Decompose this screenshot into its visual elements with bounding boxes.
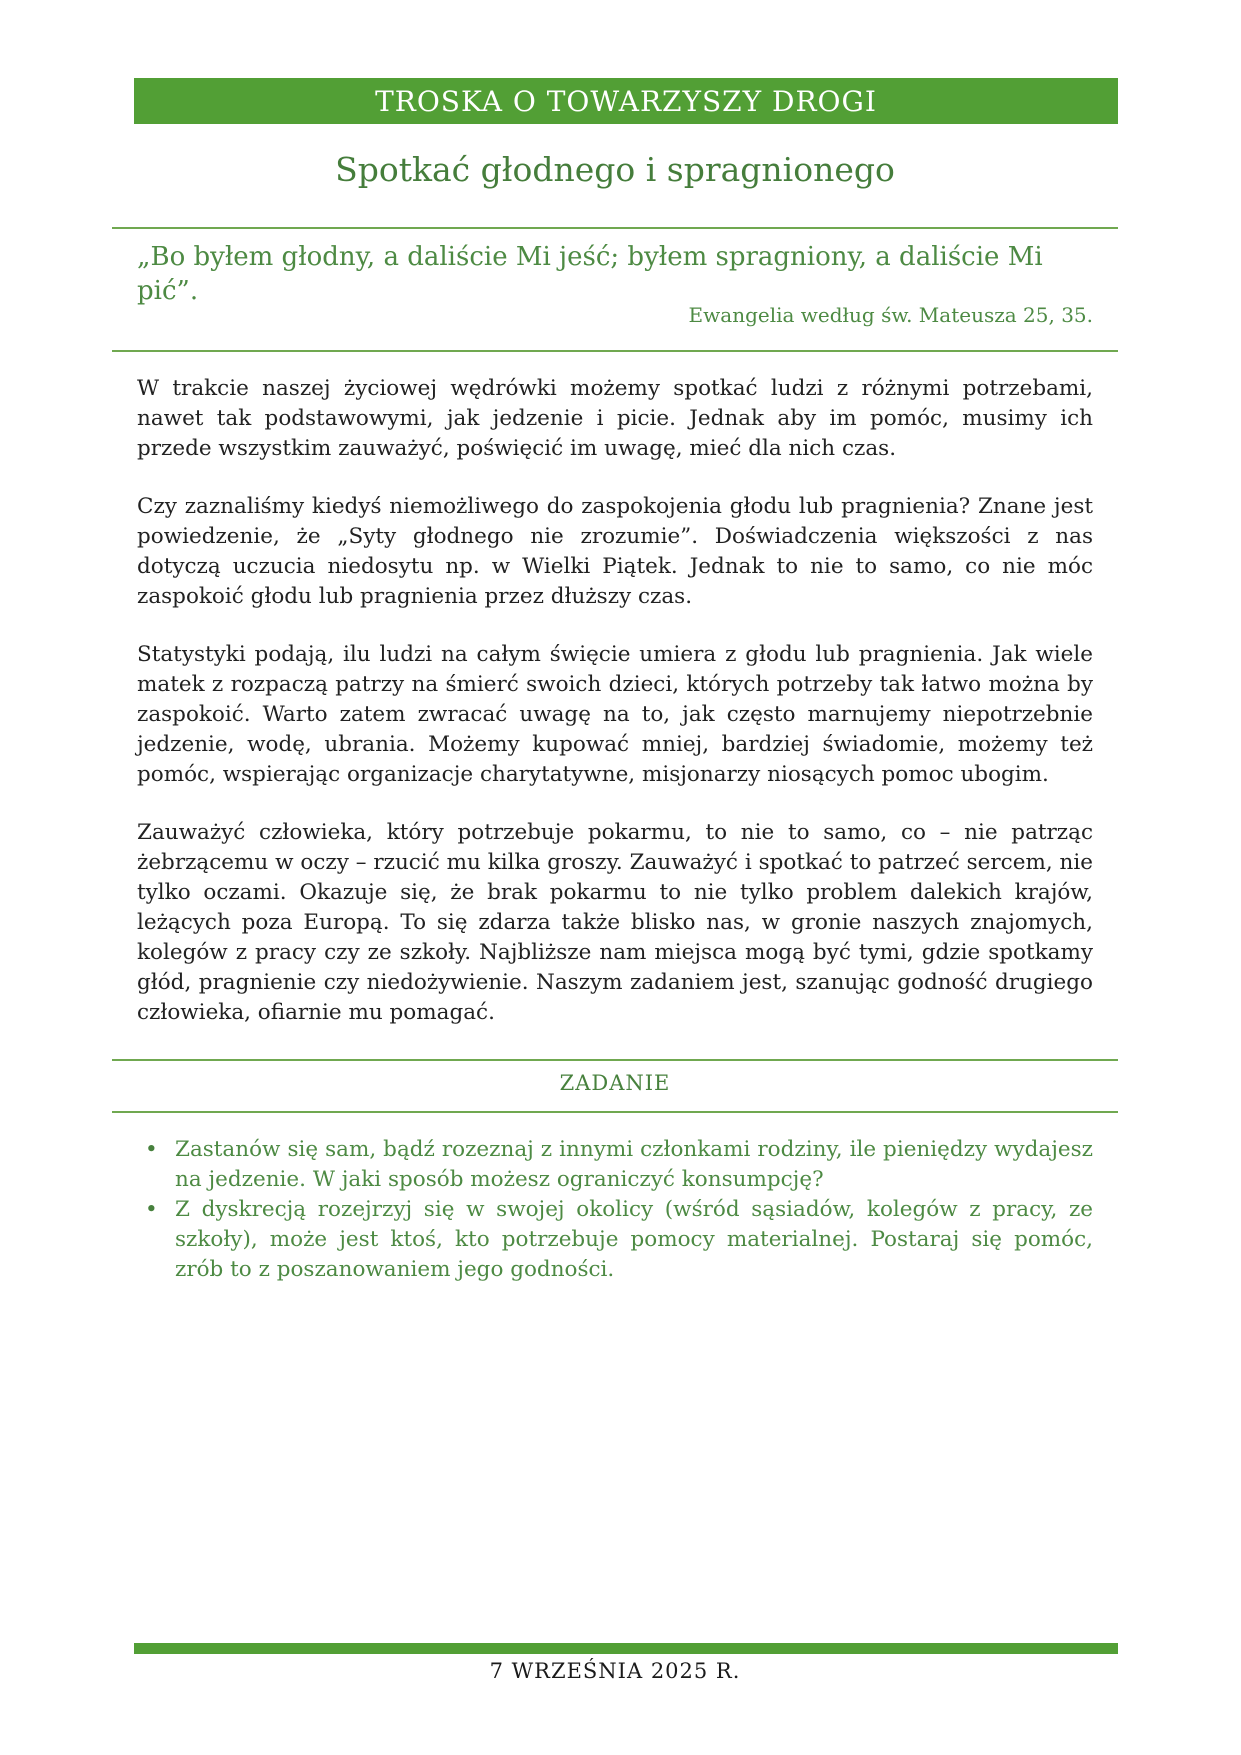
header-banner [134,78,1118,124]
header-title: TROSKA O TOWARZYSZY DROGI [375,84,877,118]
paragraph-4: Zauważyć człowieka, który potrzebuje pokarmu, to nie to samo, co – nie patrząc żebrzącemu w oczy – rzucić mu kilka groszy. Zauważyć i spotkać to patrzeć sercem, nie tylko oczami. Okazuje się, że brak pokarmu to nie tylko problem dalekich krajów, leżących poza Europą. To się zdarza także blisko nas, w gronie naszych znajomych, kolegów z pracy czy ze szkoły. Najbliższe nam miejsca mogą być tymi, gdzie spotkamy głód, pragnienie czy niedożywienie. Naszym zadaniem jest, szanując godność drugiego człowieka, ofiarnie mu pomagać. [137,820,1093,1025]
task-item [137,1195,1093,1285]
paragraph-1: W trakcie naszej życiowej wędrówki możemy spotkać ludzi z różnymi potrzebami, nawet tak podstawowymi, jak jedzenie i picie. Jednak aby im pomóc, musimy ich przede wszystkim zauważyć, poświęcić im uwagę, mieć dla nich czas. [137,376,1093,461]
paragraph-2: Czy zaznaliśmy kiedyś niemożliwego do zaspokojenia głodu lub pragnienia? Znane jest powiedzenie, że „Syty głodnego nie zrozumie”. Doświadczenia większości z nas dotyczą uczucia niedosytu np. w Wielki Piątek. Jednak to nie to samo, co nie móc zaspokoić głodu lub pragnienia przez dłuższy czas. [137,494,1093,609]
page-title: Spotkać głodnego i spragnionego [335,150,895,189]
paragraph-3: Statystyki podają, ilu ludzi na całym święcie umiera z głodu lub pragnienia. Jak wiele matek z rozpaczą patrzy na śmierć swoich dzieci, których potrzeby tak łatwo można by zaspokoić. Warto zatem zwracać uwagę na to, jak często marnujemy niepotrzebnie jedzenie, wodę, ubrania. Możemy kupować mniej, bardziej świadomie, możemy też pomóc, wspierając organizacje charytatywne, misjonarzy niosących pomoc ubogim. [137,642,1093,787]
divider-top [112,227,1118,229]
task-item-text: Zastanów się sam, bądź rozeznaj z innymi członkami rodziny, ile pieniędzy wydajesz na jedzenie. W jaki sposób możesz ograniczyć konsumpcję? [175,1137,1093,1192]
divider-under-quote [112,350,1118,352]
task-item-text: Z dyskrecją rozejrzyj się w swojej okolicy (wśród sąsiadów, kolegów z pracy, ze szkoły), może jest ktoś, kto potrzebuje pomocy materialnej. Postaraj się pomóc, zrób to z poszanowaniem jego godności. [175,1197,1093,1282]
scripture-quote: „Bo byłem głodny, a daliście Mi jeść; byłem spragniony, a daliście Mi pić”. [137,242,1043,306]
footer-rule [134,1643,1118,1654]
task-item [137,1135,1093,1195]
task-heading: ZADANIE [559,1071,671,1095]
body-text [137,374,1093,1056]
bullet-icon: • [145,1197,158,1222]
scripture-source: Ewangelia według św. Mateusza 25, 35. [688,303,1093,327]
task-list [137,1135,1093,1285]
footer-date: 7 WRZEŚNIA 2025 R. [489,1659,741,1683]
content-column [112,0,1118,1755]
divider-task-bottom [112,1111,1118,1113]
bullet-icon: • [145,1137,158,1162]
divider-task-top [112,1059,1118,1061]
